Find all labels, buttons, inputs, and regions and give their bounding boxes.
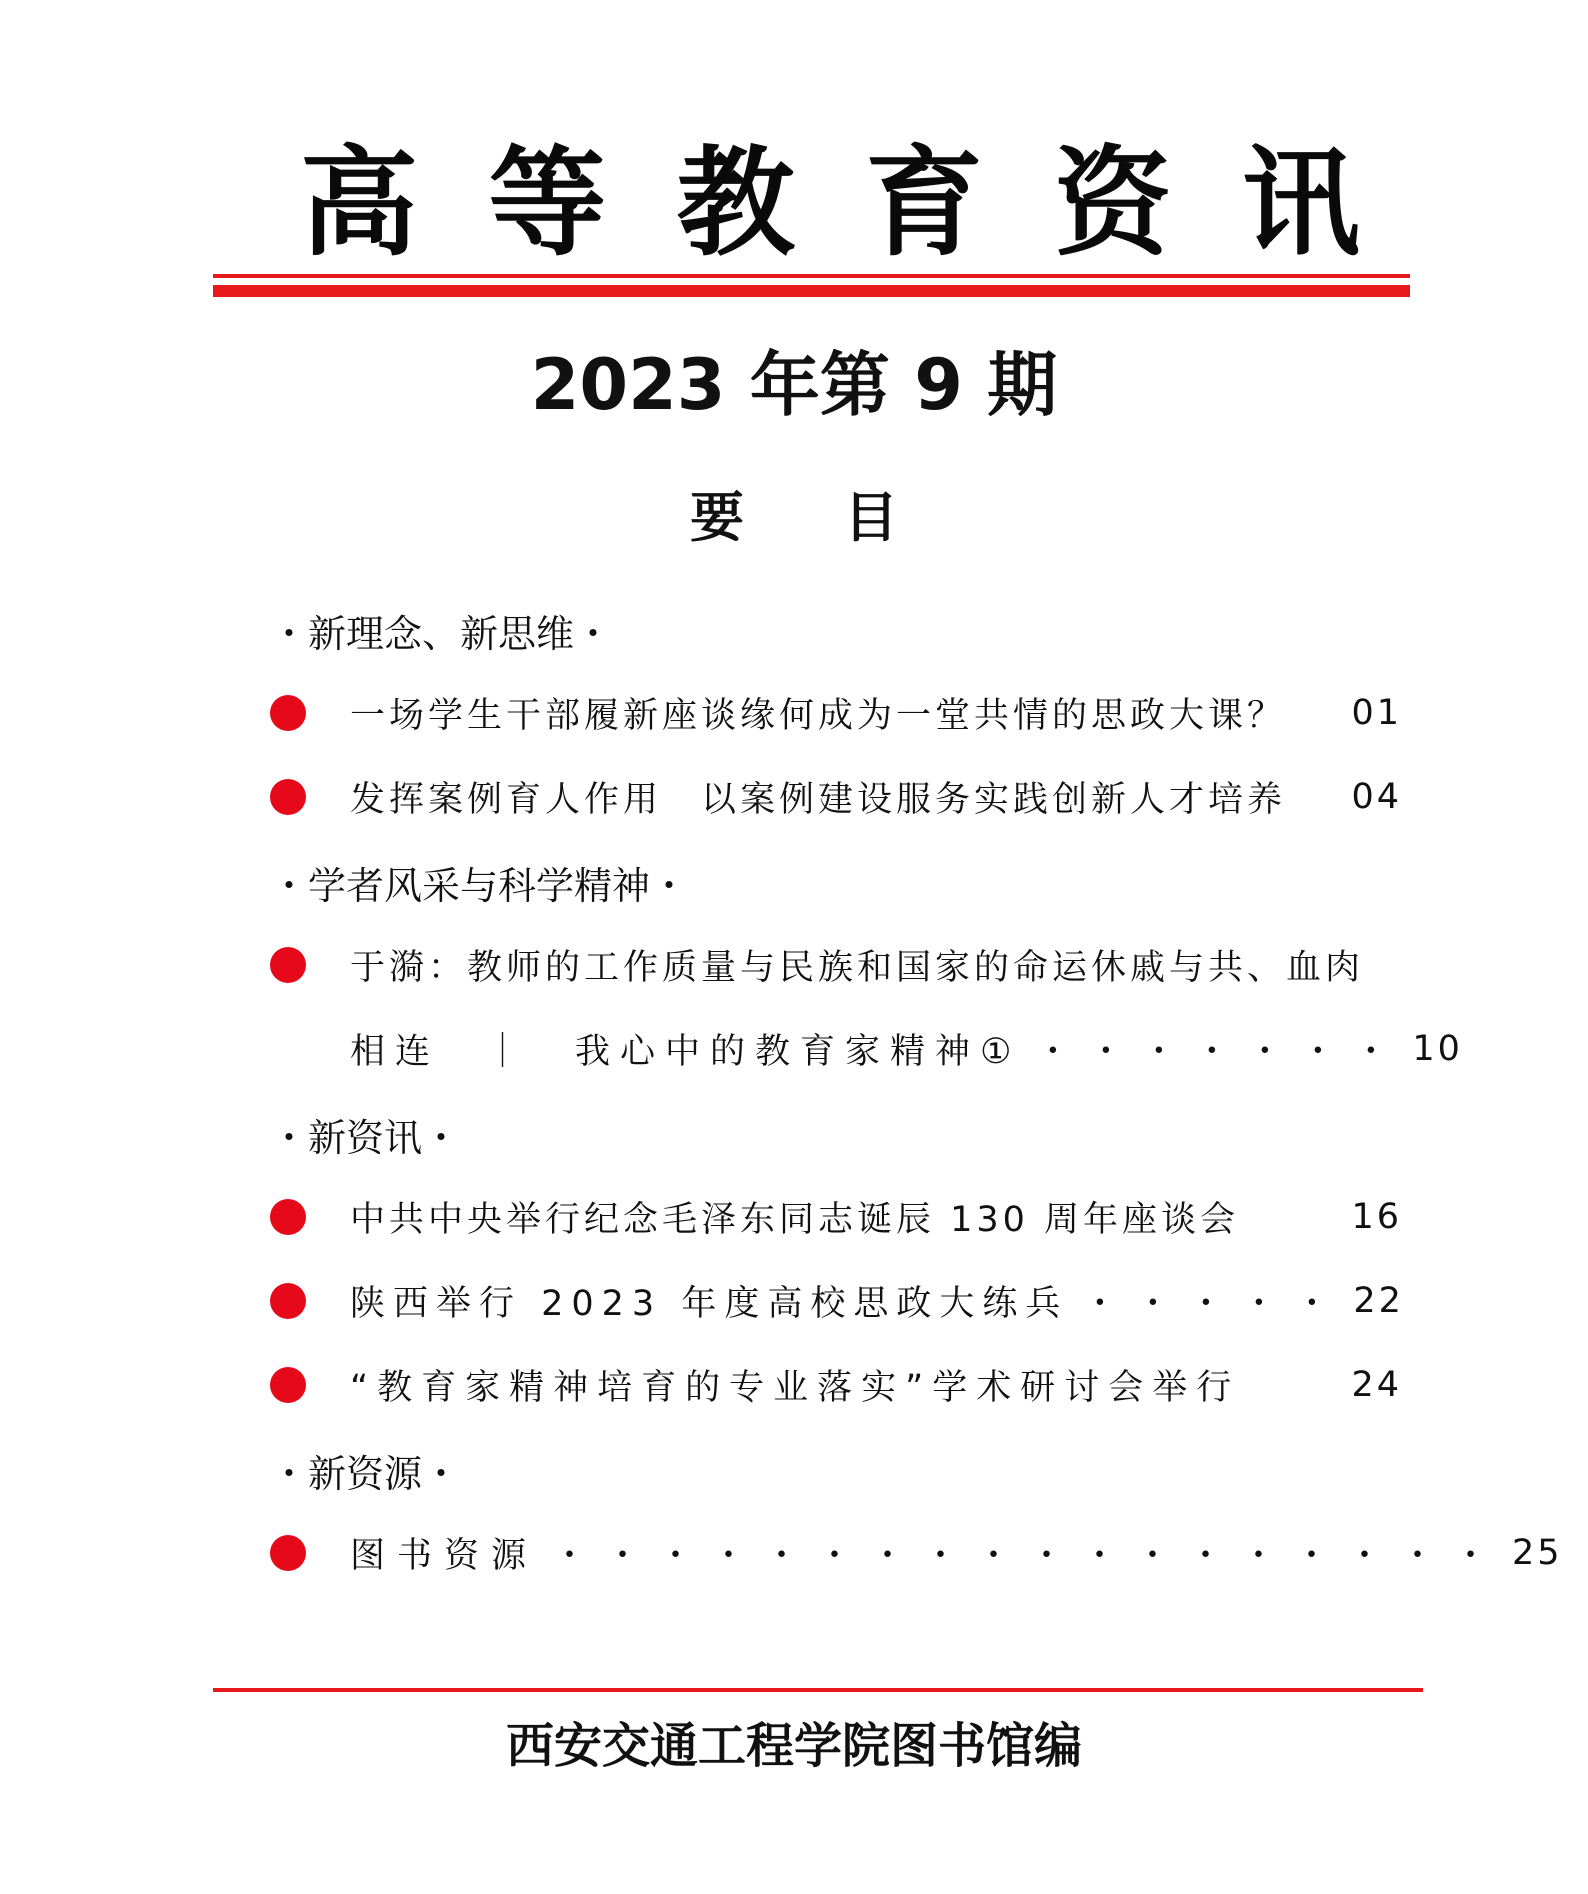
bullet-icon [270,779,306,815]
toc-heading-right: 目 [844,485,898,549]
footer-rule [213,1688,1423,1692]
bullet-icon [270,947,306,983]
bullet-icon [270,1199,306,1235]
masthead-rule-thin [213,274,1410,278]
toc-entry-page: 16 [1351,1197,1402,1237]
masthead-char: 高 [300,133,419,272]
toc-entry-continued[interactable] [350,1019,1463,1079]
masthead-title [300,128,1360,278]
toc-entry-page: 04 [1351,777,1402,817]
publisher-credit: 西安交通工程学院图书馆编 [505,1718,1082,1774]
toc-entry-page: 01 [1351,693,1402,733]
toc-entry[interactable] [350,1523,1563,1583]
toc-entry-title: 于漪：教师的工作质量与民族和国家的命运休戚与共、血肉 [350,948,1365,988]
toc-entry[interactable] [350,1355,1402,1415]
toc-heading-left: 要 [690,485,744,549]
masthead-char: 资 [1053,133,1172,272]
toc-entry-title: 发挥案例育人作用 以案例建设服务实践创新人才培养 [350,780,1287,820]
toc-entry-title: “教育家精神培育的专业落实”学术研讨会举行 [350,1368,1241,1408]
dot-leader: ・・・・・・・ [1035,1032,1407,1072]
toc-entry-title: 相连 ｜ 我心中的教育家精神① [350,1032,1022,1072]
toc-entry-title: 陕西举行 2023 年度高校思政大练兵 [350,1284,1069,1324]
dot-leader: ・・・・・ [1082,1284,1348,1324]
toc-entry-page: 22 [1353,1281,1404,1321]
masthead-char: 育 [865,133,984,272]
masthead-char: 教 [676,133,795,272]
masthead-char: 等 [488,133,607,272]
toc-entry-page: 10 [1412,1029,1463,1069]
masthead-char: 讯 [1241,133,1360,272]
toc-entry[interactable] [350,935,1402,995]
section-heading: ・学者风采与科学精神・ [270,863,689,908]
toc-entry-title: 图书资源 [350,1536,539,1576]
section-heading: ・新资讯・ [270,1115,461,1160]
toc-entry-page: 25 [1512,1533,1563,1573]
bullet-icon [270,695,306,731]
bullet-icon [270,1535,306,1571]
toc-entry-page: 24 [1351,1365,1402,1405]
section-heading: ・新理念、新思维・ [270,611,613,656]
section-heading: ・新资源・ [270,1451,461,1496]
toc-entry-title: 中共中央举行纪念毛泽东同志诞辰 130 周年座谈会 [350,1200,1240,1240]
toc-entry[interactable] [350,767,1402,827]
issue-number: 2023 年第 9 期 [530,344,1058,426]
toc-entry[interactable] [350,1271,1402,1331]
bullet-icon [270,1283,306,1319]
toc-entry[interactable] [350,1187,1402,1247]
toc-entry[interactable] [350,683,1402,743]
bullet-icon [270,1367,306,1403]
dot-leader: ・・・・・・・・・・・・・・・・・・ [552,1536,1507,1576]
toc-heading [0,485,1588,549]
toc-entry-title: 一场学生干部履新座谈缘何成为一堂共情的思政大课？ [350,696,1287,736]
masthead-rule-thick [213,285,1410,297]
